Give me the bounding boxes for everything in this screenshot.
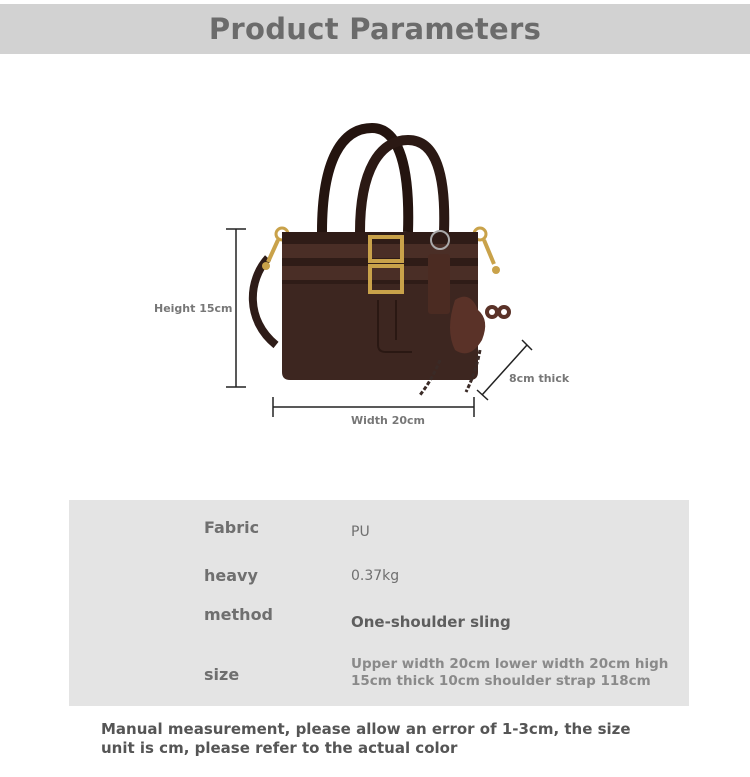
measurement-note: Manual measurement, please allow an error of 1-3cm, the size unit is cm, please refer to the actual color	[101, 720, 631, 757]
param-key: size	[204, 665, 240, 684]
param-key: method	[204, 605, 274, 624]
page-title: Product Parameters	[208, 12, 542, 46]
param-value: 0.37kg	[351, 568, 400, 584]
param-key: Fabric	[204, 518, 260, 537]
param-value: Upper width 20cm lower width 20cm high 15cm thick 10cm shoulder strap 118cm	[351, 656, 669, 689]
width-label: Width 20cm	[351, 414, 425, 427]
height-label: Height 15cm	[154, 302, 233, 315]
param-key: heavy	[204, 566, 258, 585]
shoulder-strap	[253, 258, 276, 345]
parameters-table	[69, 500, 689, 706]
param-value: One-shoulder sling	[351, 613, 511, 631]
param-value: PU	[351, 524, 370, 540]
thickness-dimension-line	[477, 340, 532, 400]
thickness-label: 8cm thick	[509, 372, 570, 385]
